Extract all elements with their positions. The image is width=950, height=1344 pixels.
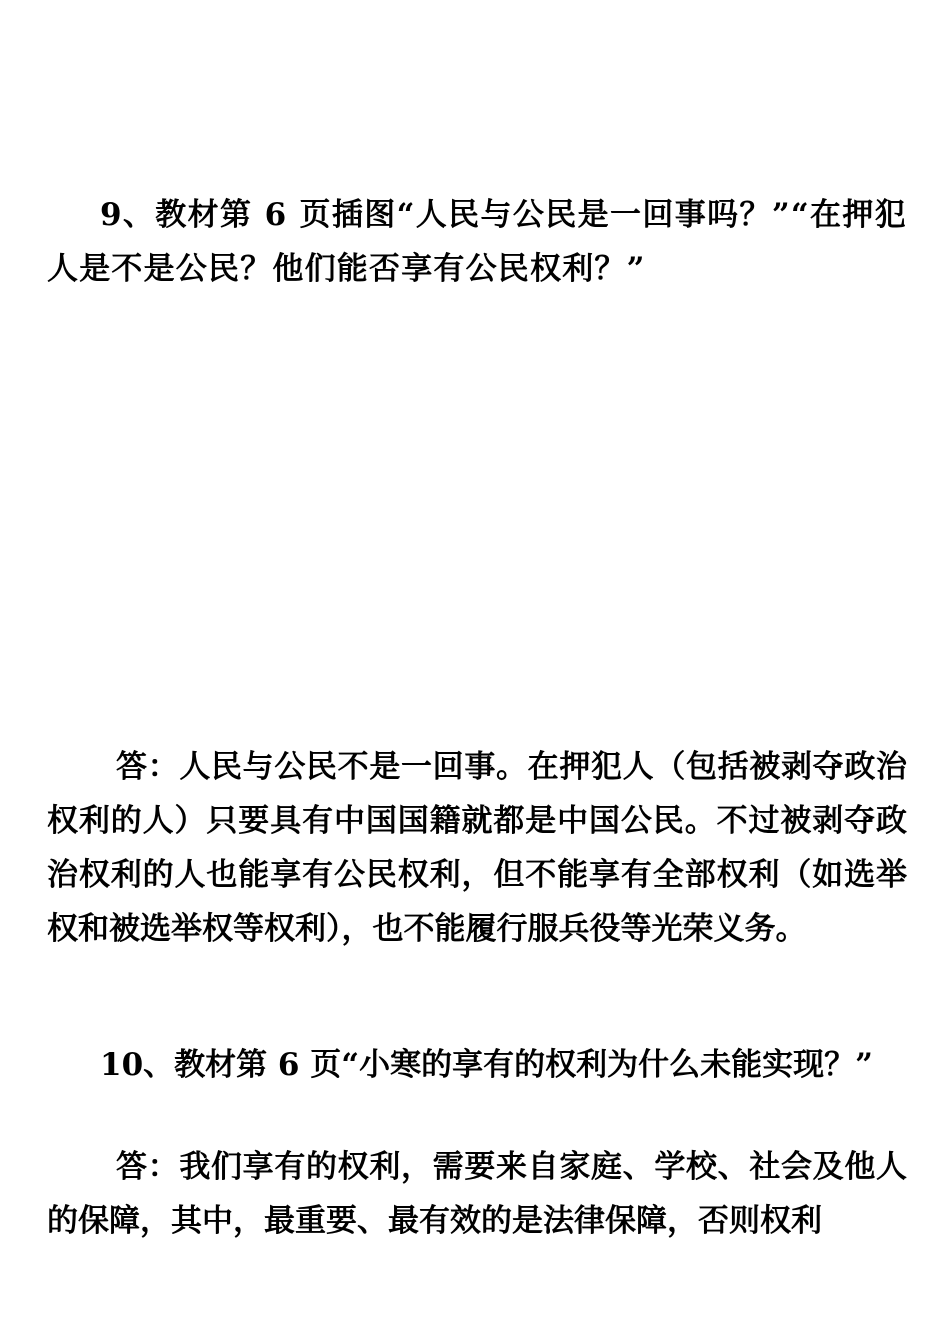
answer-9: 答：人民与公民不是一回事。在押犯人（包括被剥夺政治权利的人）只要具有中国国籍就都是中国公民。不过被剥夺政治权利的人也能享有公民权利，但不能享有全部权利（如选举权和被选举权等权利），也不能履行服兵役等光荣义务。 xyxy=(47,749,907,947)
question-9: 9、教材第 6 页插图“人民与公民是一回事吗？”“在押犯人是不是公民？他们能否享有公民权利？” xyxy=(47,197,907,287)
answer-10: 答：我们享有的权利，需要来自家庭、学校、社会及他人的保障，其中，最重要、最有效的是法律保障，否则权利 xyxy=(47,1149,907,1239)
question-10: 10、教材第 6 页“小寒的享有的权利为什么未能实现？” xyxy=(100,1047,873,1083)
